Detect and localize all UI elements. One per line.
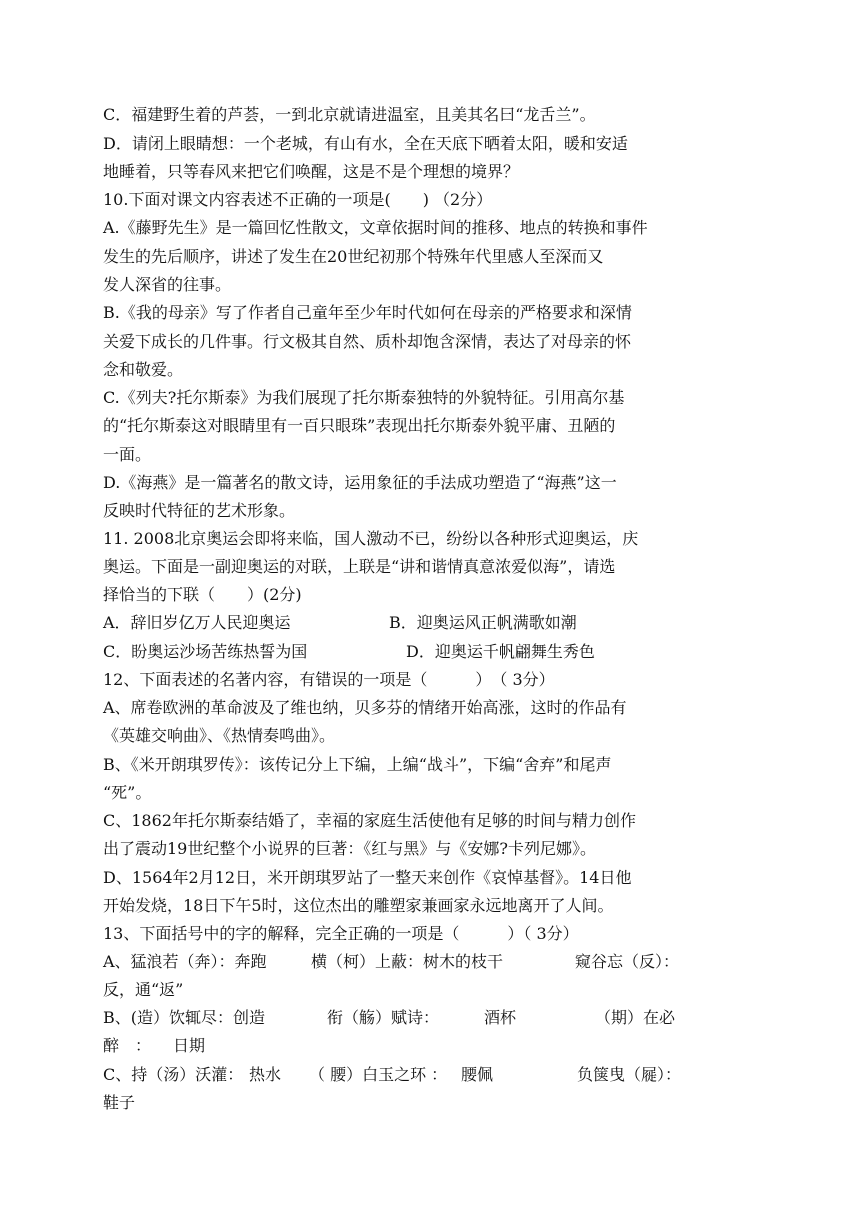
text-line: 《英雄交响曲》、《热情奏鸣曲》。	[103, 726, 336, 745]
text-line: D、1564年2月12日，米开朗琪罗站了一整天来创作《哀悼基督》。14日他	[103, 868, 632, 887]
q13-option-b-row-2	[103, 1032, 683, 1060]
text-line: 反映时代特征的艺术形象。	[103, 501, 296, 520]
q13-a-part-2: 横（柯）上蔽：树木的枝干	[311, 952, 504, 971]
q13-b-part-6: 日期	[173, 1036, 206, 1055]
q11-options-row-1	[103, 609, 683, 637]
text-line: 开始发烧，18日下午5时，这位杰出的雕塑家兼画家永远地离开了人间。	[103, 896, 614, 915]
text-line: D．请闭上眼睛想：一个老城，有山有水，全在天底下晒着太阳，暖和安适	[103, 134, 628, 153]
q13-b-part-5: 醉 ：	[103, 1036, 152, 1055]
text-line: B、《米开朗琪罗传》：该传记分上下编，上编“战斗”，下编“舍弃”和尾声	[103, 755, 612, 774]
q13-c-part-4: 腰佩	[461, 1065, 494, 1084]
question-10-heading: 10.下面对课文内容表述不正确的一项是( ) （2分）	[103, 190, 493, 209]
text-line: 发人深省的往事。	[103, 275, 232, 294]
q13-c-part-2: 热水	[249, 1065, 282, 1084]
text-line: 出了震动19世纪整个小说界的巨著：《红与黑》与《安娜?卡列尼娜》。	[103, 839, 596, 858]
text-line: D.《海燕》是一篇著名的散文诗，运用象征的手法成功塑造了“海燕”这一	[103, 473, 617, 492]
text-line: A.《藤野先生》是一篇回忆性散文，文章依据时间的推移、地点的转换和事件	[103, 218, 648, 237]
question-11-heading: 11. 2008北京奥运会即将来临，国人激动不已，纷纷以各种形式迎奥运，庆	[103, 529, 639, 548]
text-line: B.《我的母亲》写了作者自己童年至少年时代如何在母亲的严格要求和深情	[103, 303, 632, 322]
text-line: “死”。	[103, 783, 152, 802]
q13-b-part-4: （期）在必	[595, 1008, 676, 1027]
q11-options-row-2	[103, 638, 683, 666]
q13-c-part-1: C、持（汤）沃灌：	[103, 1065, 244, 1084]
q11-option-a: A．辞旧岁亿万人民迎奥运	[103, 613, 291, 632]
text-line: A、席卷欧洲的革命波及了维也纳，贝多芬的情绪开始高涨，这时的作品有	[103, 698, 627, 717]
q13-option-c-row	[103, 1061, 683, 1089]
q13-option-b-row	[103, 1004, 683, 1032]
text-line: 发生的先后顺序，讲述了发生在20世纪初那个特殊年代里感人至深而又	[103, 247, 604, 266]
q11-option-b: B．迎奥运风正帆满歌如潮	[389, 613, 577, 632]
q13-a-part-3: 窥谷忘（反）：	[575, 952, 680, 971]
q11-option-d: D．迎奥运千帆翩舞生秀色	[406, 642, 595, 661]
q13-c-part-5: 负箧曳（屣）：	[577, 1065, 682, 1084]
text-line: 择恰当的下联（ ）(2分)	[103, 585, 302, 604]
text-line: 鞋子	[103, 1093, 136, 1112]
question-13-heading: 13、下面括号中的字的解释，完全正确的一项是（ ）（ 3分）	[103, 924, 579, 943]
text-line: C、1862年托尔斯泰结婚了，幸福的家庭生活使他有足够的时间与精力创作	[103, 811, 636, 830]
text-line: 奥运。下面是一副迎奥运的对联，上联是“讲和谐情真意浓爱似海”，请选	[103, 557, 616, 576]
q13-b-part-2: 衔（觞）赋诗：	[327, 1008, 440, 1027]
q13-option-a-row	[103, 948, 683, 976]
q11-option-c: C．盼奥运沙场苦练热誓为国	[103, 642, 308, 661]
question-12-heading: 12、下面表述的名著内容，有错误的一项是（ ） （ 3分）	[103, 670, 555, 689]
q13-b-part-1: B、(造）饮辄尽：创造	[103, 1008, 266, 1027]
text-line: 的“托尔斯泰这对眼睛里有一百只眼珠”表现出托尔斯泰外貌平庸、丑陋的	[103, 416, 616, 435]
text-line: 地睡着，只等春风来把它们唤醒，这是不是个理想的境界？	[103, 162, 520, 181]
text-line: 反，通“返”	[103, 980, 184, 999]
q13-c-part-3: （ 腰）白玉之环 ：	[309, 1065, 448, 1084]
text-line: 关爱下成长的几件事。行文极其自然、质朴却饱含深情，表达了对母亲的怀	[103, 332, 632, 351]
text-line: 念和敬爱。	[103, 360, 184, 379]
text-line: C.《列夫?托尔斯泰》为我们展现了托尔斯泰独特的外貌特征。引用高尔基	[103, 388, 625, 407]
q13-a-part-1: A、猛浪若（奔）：奔跑	[103, 952, 267, 971]
text-line: 一面。	[103, 445, 152, 464]
text-line: C．福建野生着的芦荟，一到北京就请进温室，且美其名曰“龙舌兰”。	[103, 105, 596, 124]
q13-b-part-3: 酒杯	[484, 1008, 517, 1027]
